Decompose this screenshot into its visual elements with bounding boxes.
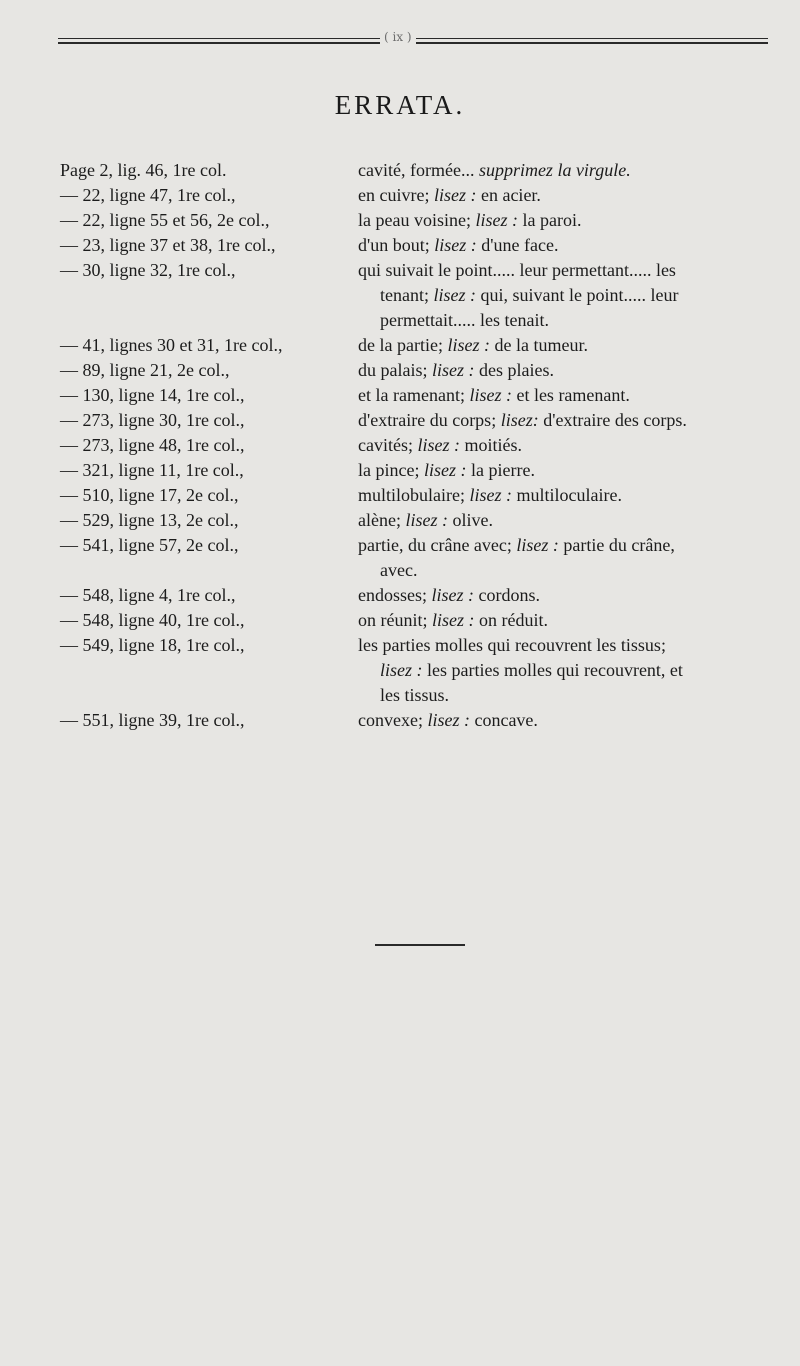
errata-correction: [358, 708, 778, 733]
correction-instruction: lisez :: [423, 460, 467, 480]
errata-correction: [358, 483, 778, 508]
errata-entry: [60, 633, 790, 708]
correction-line: [358, 633, 778, 658]
correction-text: tenant;: [380, 285, 434, 305]
correction-text: cavités;: [358, 435, 418, 455]
errata-reference: — 548, ligne 40, 1re col.,: [60, 610, 245, 630]
correction-line: [358, 233, 778, 258]
correction-line: [358, 583, 778, 608]
errata-reference: — 273, ligne 48, 1re col.,: [60, 435, 245, 455]
errata-correction: [358, 508, 778, 533]
errata-correction: [358, 333, 778, 358]
correction-text: en cuivre;: [358, 185, 434, 205]
errata-reference: — 529, ligne 13, 2e col.,: [60, 510, 239, 530]
correction-instruction: lisez :: [433, 185, 477, 205]
errata-reference: — 548, ligne 4, 1re col.,: [60, 585, 236, 605]
correction-text: alène;: [358, 510, 406, 530]
correction-line: [358, 608, 778, 633]
correction-text: en acier.: [476, 185, 541, 205]
correction-text: de la tumeur.: [489, 335, 588, 355]
correction-text: d'extraire des corps.: [538, 410, 687, 430]
correction-text: des plaies.: [474, 360, 554, 380]
correction-line: [358, 483, 778, 508]
errata-reference: — 510, ligne 17, 2e col.,: [60, 485, 239, 505]
correction-instruction: lisez :: [433, 285, 476, 305]
correction-text: on réunit;: [358, 610, 432, 630]
errata-entry: [60, 333, 790, 358]
errata-reference: — 89, ligne 21, 2e col.,: [60, 360, 230, 380]
errata-reference: — 551, ligne 39, 1re col.,: [60, 710, 245, 730]
errata-correction: [358, 583, 778, 608]
correction-line: [358, 408, 778, 433]
errata-entry: [60, 183, 790, 208]
errata-reference: — 22, ligne 47, 1re col.,: [60, 185, 236, 205]
errata-reference: — 30, ligne 32, 1re col.,: [60, 260, 236, 280]
correction-text: on réduit.: [474, 610, 548, 630]
errata-reference: Page 2, lig. 46, 1re col.: [60, 160, 227, 180]
errata-correction: [358, 408, 778, 433]
errata-reference: — 41, lignes 30 et 31, 1re col.,: [60, 335, 283, 355]
errata-correction: [358, 608, 778, 633]
errata-correction: [358, 183, 778, 208]
correction-text: olive.: [447, 510, 493, 530]
correction-text: concave.: [469, 710, 538, 730]
correction-instruction: lisez :: [469, 385, 512, 405]
errata-entry: [60, 433, 790, 458]
correction-line: [358, 508, 778, 533]
correction-text: permettait..... les tenait.: [380, 310, 549, 330]
correction-line: [358, 558, 778, 583]
correction-text: la pierre.: [466, 460, 535, 480]
correction-instruction: lisez :: [432, 360, 475, 380]
errata-entry: [60, 233, 790, 258]
errata-correction: [358, 258, 778, 333]
errata-correction: [358, 633, 778, 708]
correction-text: les parties molles qui recouvrent les tissus;: [358, 635, 666, 655]
errata-correction: [358, 358, 778, 383]
errata-correction: [358, 233, 778, 258]
correction-instruction: lisez :: [447, 335, 490, 355]
correction-text: la pince;: [358, 460, 424, 480]
errata-entry: [60, 508, 790, 533]
correction-text: qui, suivant le point..... leur: [475, 285, 679, 305]
errata-correction: [358, 533, 778, 583]
correction-text: d'un bout;: [358, 235, 435, 255]
errata-list: [60, 158, 790, 733]
correction-text: d'extraire du corps;: [358, 410, 501, 430]
errata-correction: [358, 383, 778, 408]
correction-instruction: lisez :: [405, 510, 448, 530]
correction-line: [358, 533, 778, 558]
correction-instruction: lisez :: [417, 435, 460, 455]
correction-text: partie du crâne,: [558, 535, 675, 555]
correction-line: [358, 208, 778, 233]
correction-line: [358, 433, 778, 458]
errata-reference: — 22, ligne 55 et 56, 2e col.,: [60, 210, 270, 230]
correction-instruction: lisez :: [427, 710, 470, 730]
correction-text: partie, du crâne avec;: [358, 535, 517, 555]
correction-instruction: lisez :: [432, 610, 475, 630]
correction-line: [358, 383, 778, 408]
correction-line: [358, 258, 778, 283]
correction-text: convexe;: [358, 710, 428, 730]
page-number: ( ix ): [380, 30, 416, 44]
correction-text: les tissus.: [380, 685, 450, 705]
correction-line: [358, 308, 778, 333]
correction-line: [358, 358, 778, 383]
errata-correction: [358, 433, 778, 458]
correction-instruction: lisez :: [434, 235, 477, 255]
correction-line: [358, 283, 778, 308]
closing-rule: [375, 944, 465, 946]
correction-text: du palais;: [358, 360, 432, 380]
errata-entry: [60, 483, 790, 508]
correction-instruction: lisez :: [431, 585, 474, 605]
correction-text: moitiés.: [459, 435, 522, 455]
errata-entry: [60, 208, 790, 233]
correction-line: [358, 333, 778, 358]
correction-text: la peau voisine;: [358, 210, 476, 230]
errata-entry: [60, 408, 790, 433]
errata-entry: [60, 383, 790, 408]
errata-correction: [358, 458, 778, 483]
errata-correction: [358, 208, 778, 233]
errata-reference: — 541, ligne 57, 2e col.,: [60, 535, 239, 555]
errata-reference: — 549, ligne 18, 1re col.,: [60, 635, 245, 655]
correction-text: avec.: [380, 560, 418, 580]
correction-text: la paroi.: [517, 210, 582, 230]
correction-text: et les ramenant.: [511, 385, 630, 405]
errata-entry: [60, 583, 790, 608]
errata-entry: [60, 608, 790, 633]
errata-entry: [60, 158, 790, 183]
errata-entry: [60, 533, 790, 583]
correction-instruction: lisez:: [500, 410, 539, 430]
correction-text: cordons.: [474, 585, 540, 605]
correction-instruction: lisez :: [475, 210, 518, 230]
correction-text: multiloculaire.: [511, 485, 622, 505]
errata-entry: [60, 708, 790, 733]
correction-text: de la partie;: [358, 335, 448, 355]
correction-line: [358, 683, 778, 708]
errata-reference: — 321, ligne 11, 1re col.,: [60, 460, 244, 480]
correction-instruction: supprimez la virgule.: [478, 160, 631, 180]
correction-line: [358, 708, 778, 733]
correction-text: multilobulaire;: [358, 485, 470, 505]
correction-line: [358, 158, 778, 183]
correction-text: qui suivait le point..... leur permettant..... les: [358, 260, 676, 280]
correction-instruction: lisez :: [469, 485, 512, 505]
errata-reference: — 273, ligne 30, 1re col.,: [60, 410, 245, 430]
page-title: ERRATA.: [334, 90, 466, 120]
correction-text: endosses;: [358, 585, 432, 605]
errata-entry: [60, 258, 790, 333]
correction-text: d'une face.: [476, 235, 559, 255]
errata-entry: [60, 458, 790, 483]
correction-text: cavité, formée...: [358, 160, 479, 180]
correction-line: [358, 458, 778, 483]
errata-reference: — 23, ligne 37 et 38, 1re col.,: [60, 235, 276, 255]
correction-line: [358, 183, 778, 208]
correction-text: et la ramenant;: [358, 385, 470, 405]
errata-reference: — 130, ligne 14, 1re col.,: [60, 385, 245, 405]
correction-instruction: lisez :: [516, 535, 559, 555]
errata-entry: [60, 358, 790, 383]
correction-line: [358, 658, 778, 683]
correction-text: les parties molles qui recouvrent, et: [422, 660, 683, 680]
errata-correction: [358, 158, 778, 183]
correction-instruction: lisez :: [380, 660, 423, 680]
